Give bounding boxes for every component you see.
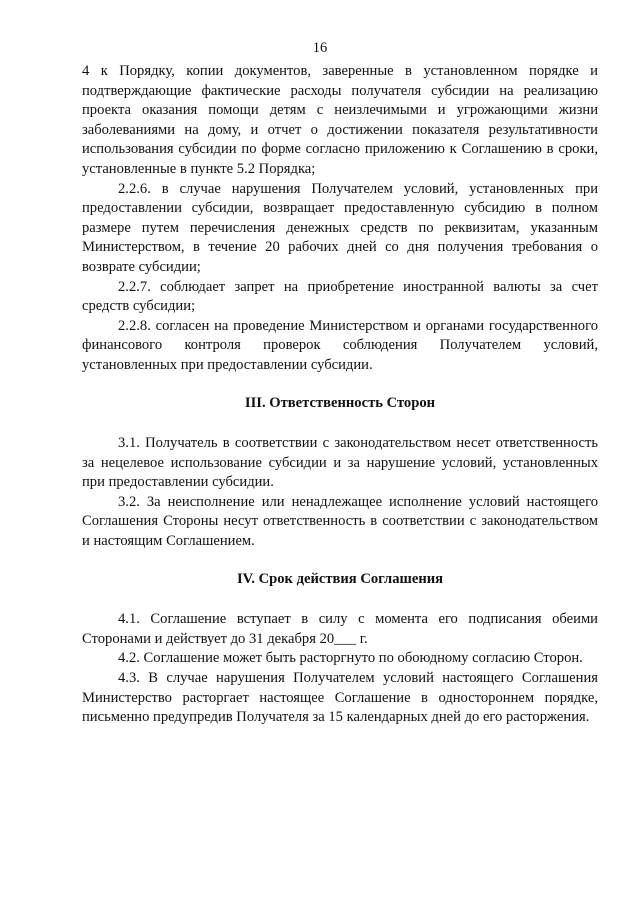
paragraph-4-3: 4.3. В случае нарушения Получателем условий настоящего Соглашения Министерство расторгает настоящее Соглашение в одностороннем порядке, письменно предупредив Получателя за 15 календарных дней до его расторжения.	[82, 670, 598, 726]
paragraph-continuation: 4 к Порядку, копии документов, заверенные в установленном порядке и подтверждающие фактические расходы получателя субсидии на реализацию проекта оказания помощи детям с неизлечимыми и угрожающими жизни заболеваниями на дому, и отчет о достижении показателя результативности использования субсидии по форме согласно приложению к Соглашению в сроки, установленные в пункте 5.2 Порядка;	[82, 63, 598, 177]
section-4-heading: IV. Срок действия Соглашения	[236, 570, 444, 587]
paragraph-3-1: 3.1. Получатель в соответствии с законодательством несет ответственность за нецелевое использование субсидии и за нарушение условий, установленных при предоставлении субсидии.	[82, 435, 598, 491]
paragraph-4-1: 4.1. Соглашение вступает в силу с момента его подписания обеими Сторонами и действует до 31 декабря 20___ г.	[82, 611, 598, 647]
paragraph-2-2-8: 2.2.8. согласен на проведение Министерством и органами государственного финансового контроля проверок соблюдения Получателем условий, установленных при предоставлении субсидии.	[82, 317, 598, 373]
paragraph-2-2-7: 2.2.7. соблюдает запрет на приобретение иностранной валюты за счет средств субсидии;	[82, 278, 598, 315]
document-body	[82, 62, 598, 728]
paragraph-4-2: 4.2. Соглашение может быть расторгнуто по обоюдному согласию Сторон.	[118, 650, 583, 667]
paragraph-3-2: 3.2. За неисполнение или ненадлежащее исполнение условий настоящего Соглашения Стороны несут ответственность в соответствии с законодательством и настоящим Соглашением.	[82, 493, 598, 550]
page-number: 16	[312, 40, 328, 56]
paragraph-2-2-6: 2.2.6. в случае нарушения Получателем условий, установленных при предоставлении субсидии, возвращает предоставленную субсидию в полном размере путем перечисления денежных средств по реквизитам, указанным Министерством, в течение 20 рабочих дней со дня получения требования о возврате субсидии;	[82, 180, 598, 275]
section-3-heading: III. Ответственность Сторон	[244, 394, 436, 411]
